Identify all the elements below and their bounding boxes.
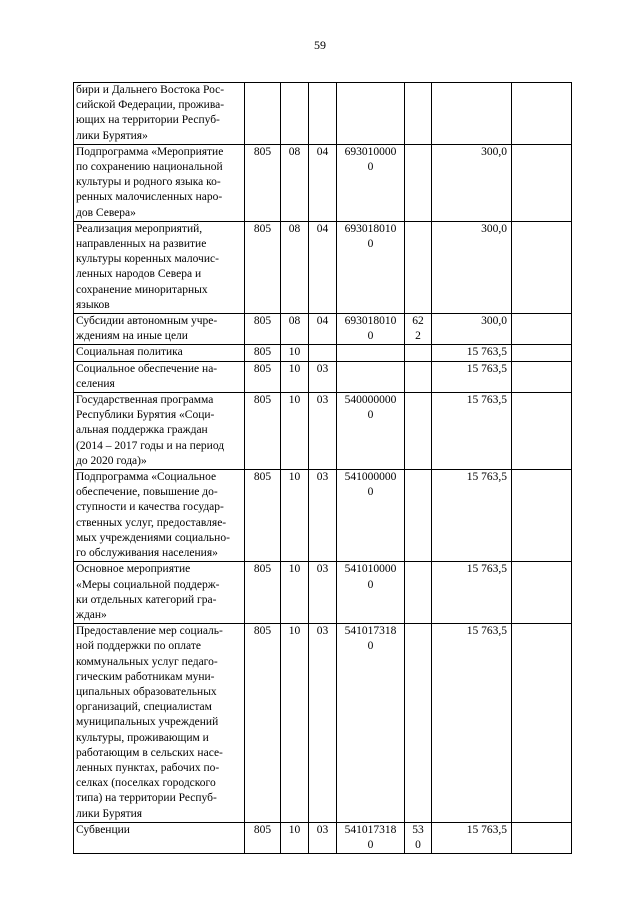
section-code: 10 (281, 624, 309, 823)
extra-cell (512, 144, 572, 221)
table-row (74, 361, 572, 392)
section-code (281, 83, 309, 145)
amount: 15 763,5 (432, 624, 512, 823)
expense-type-code (405, 144, 432, 221)
amount (432, 83, 512, 145)
item-name: бири и Дальнего Востока Рос- сийской Федерации, прожива- ющих на территории Респуб- лики Бурятия» (74, 83, 245, 145)
section-code: 10 (281, 345, 309, 361)
extra-cell (512, 470, 572, 562)
amount: 300,0 (432, 221, 512, 313)
section-code: 08 (281, 221, 309, 313)
section-code: 10 (281, 393, 309, 470)
section-code: 08 (281, 144, 309, 221)
expense-type-code (405, 83, 432, 145)
table-row (74, 393, 572, 470)
table-row (74, 624, 572, 823)
subsection-code: 03 (309, 624, 337, 823)
target-article-code: 541017318 0 (337, 822, 405, 853)
extra-cell (512, 624, 572, 823)
expense-type-code (405, 393, 432, 470)
extra-cell (512, 393, 572, 470)
extra-cell (512, 345, 572, 361)
amount: 15 763,5 (432, 393, 512, 470)
item-name: Субвенции (74, 822, 245, 853)
table-row (74, 314, 572, 345)
target-article-code (337, 83, 405, 145)
ved-code: 805 (245, 345, 281, 361)
table-row (74, 822, 572, 853)
extra-cell (512, 314, 572, 345)
expense-type-code (405, 361, 432, 392)
expense-type-code: 62 2 (405, 314, 432, 345)
budget-table (73, 82, 572, 854)
item-name: Предоставление мер социаль- ной поддержки по оплате коммунальных услуг педаго- гическим работникам муни- ципальных образовательных организаций, специалистам муниципальных учреждений культуры, проживающим и работающим в сельских насе- ленных пунктах, рабочих по- селках (поселках городского типа) на территории Респуб- лики Бурятия (74, 624, 245, 823)
amount: 15 763,5 (432, 345, 512, 361)
table-row (74, 83, 572, 145)
item-name: Социальная политика (74, 345, 245, 361)
expense-type-code (405, 345, 432, 361)
target-article-code (337, 345, 405, 361)
item-name: Подпрограмма «Мероприятие по сохранению национальной культуры и родного языка ко- ренных малочисленных наро- дов Севера» (74, 144, 245, 221)
ved-code: 805 (245, 144, 281, 221)
subsection-code: 03 (309, 361, 337, 392)
item-name: Государственная программа Республики Бурятия «Соци- альная поддержка граждан (2014 – 2017 годы и на период до 2020 года)» (74, 393, 245, 470)
extra-cell (512, 822, 572, 853)
target-article-code: 541000000 0 (337, 470, 405, 562)
item-name: Субсидии автономным учре- ждениям на иные цели (74, 314, 245, 345)
extra-cell (512, 83, 572, 145)
amount: 300,0 (432, 314, 512, 345)
expense-type-code: 53 0 (405, 822, 432, 853)
section-code: 08 (281, 314, 309, 345)
ved-code: 805 (245, 624, 281, 823)
subsection-code: 04 (309, 221, 337, 313)
table-row (74, 144, 572, 221)
table-row (74, 345, 572, 361)
table-row (74, 470, 572, 562)
expense-type-code (405, 624, 432, 823)
target-article-code (337, 361, 405, 392)
amount: 15 763,5 (432, 361, 512, 392)
subsection-code: 03 (309, 822, 337, 853)
table-row (74, 562, 572, 624)
section-code: 10 (281, 562, 309, 624)
item-name: Реализация мероприятий, направленных на развитие культуры коренных малочис- ленных народов Севера и сохранение миноритарных языков (74, 221, 245, 313)
ved-code (245, 83, 281, 145)
ved-code: 805 (245, 393, 281, 470)
item-name: Социальное обеспечение на- селения (74, 361, 245, 392)
expense-type-code (405, 221, 432, 313)
amount: 15 763,5 (432, 470, 512, 562)
amount: 15 763,5 (432, 822, 512, 853)
target-article-code: 541017318 0 (337, 624, 405, 823)
ved-code: 805 (245, 822, 281, 853)
subsection-code: 03 (309, 562, 337, 624)
ved-code: 805 (245, 221, 281, 313)
target-article-code: 541010000 0 (337, 562, 405, 624)
section-code: 10 (281, 361, 309, 392)
ved-code: 805 (245, 562, 281, 624)
page-number: 59 (314, 38, 326, 52)
section-code: 10 (281, 822, 309, 853)
item-name: Основное мероприятие «Меры социальной поддерж- ки отдельных категорий гра- ждан» (74, 562, 245, 624)
section-code: 10 (281, 470, 309, 562)
expense-type-code (405, 562, 432, 624)
extra-cell (512, 562, 572, 624)
subsection-code: 04 (309, 314, 337, 345)
amount: 300,0 (432, 144, 512, 221)
extra-cell (512, 361, 572, 392)
target-article-code: 693010000 0 (337, 144, 405, 221)
expense-type-code (405, 470, 432, 562)
ved-code: 805 (245, 470, 281, 562)
target-article-code: 540000000 0 (337, 393, 405, 470)
subsection-code: 03 (309, 470, 337, 562)
subsection-code: 03 (309, 393, 337, 470)
subsection-code: 04 (309, 144, 337, 221)
target-article-code: 693018010 0 (337, 314, 405, 345)
ved-code: 805 (245, 361, 281, 392)
table-row (74, 221, 572, 313)
subsection-code (309, 345, 337, 361)
target-article-code: 693018010 0 (337, 221, 405, 313)
ved-code: 805 (245, 314, 281, 345)
subsection-code (309, 83, 337, 145)
amount: 15 763,5 (432, 562, 512, 624)
item-name: Подпрограмма «Социальное обеспечение, повышение до- ступности и качества государ- ственных услуг, предоставляе- мых учреждениями социально- го обслуживания населения» (74, 470, 245, 562)
extra-cell (512, 221, 572, 313)
